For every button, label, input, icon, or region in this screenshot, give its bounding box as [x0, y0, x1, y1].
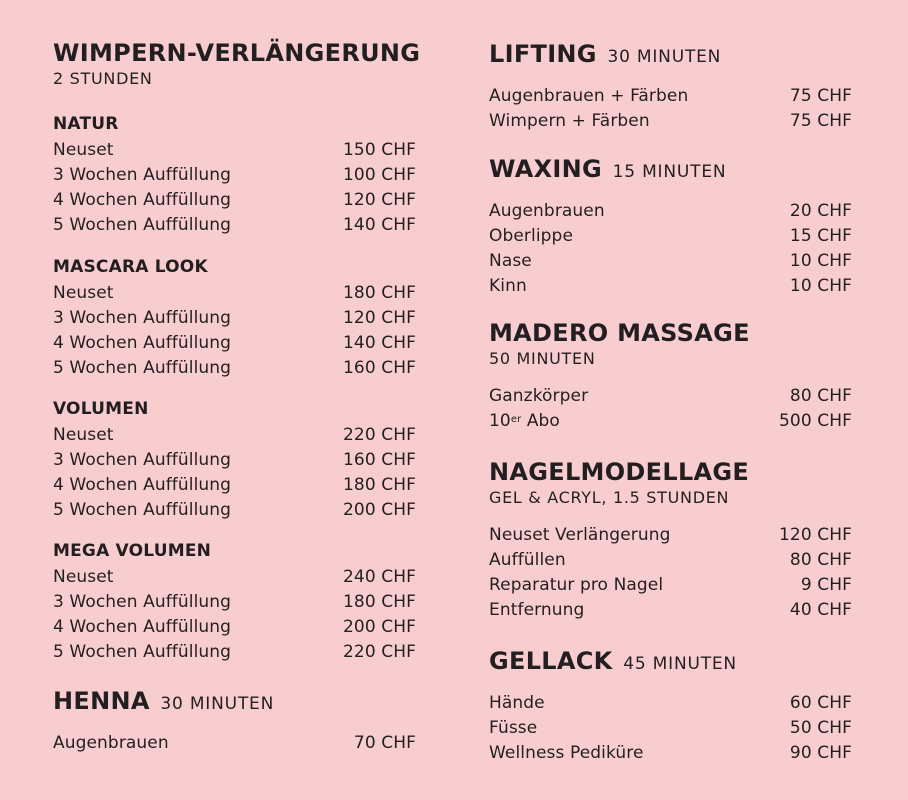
- section-title: [489, 154, 852, 187]
- item-list: [489, 691, 852, 766]
- item-price: 200 CHF: [343, 617, 416, 637]
- price-row: [53, 356, 416, 381]
- item-name: 3 Wochen Auffüllung: [53, 450, 232, 470]
- item-price: 75 CHF: [789, 86, 852, 106]
- price-row: [53, 213, 416, 238]
- price-row: [489, 548, 852, 573]
- item-name: Augenbrauen: [489, 201, 605, 221]
- item-price: 9 CHF: [800, 575, 852, 595]
- section-title: [489, 646, 852, 679]
- item-price: 10 CHF: [789, 251, 852, 271]
- item-name: 5 Wochen Auffüllung: [53, 358, 232, 378]
- item-price: 120 CHF: [343, 190, 416, 210]
- item-name: Oberlippe: [489, 226, 574, 246]
- section-title-text: WAXING: [489, 155, 602, 183]
- item-price: 10 CHF: [789, 276, 852, 296]
- item-price: 220 CHF: [343, 642, 416, 662]
- price-row: [489, 716, 852, 741]
- item-price: 240 CHF: [343, 567, 416, 587]
- item-price: 160 CHF: [343, 450, 416, 470]
- price-row: [489, 224, 852, 249]
- item-name: [489, 409, 560, 434]
- item-list: [489, 523, 852, 623]
- price-row: [489, 691, 852, 716]
- item-name: Ganzkörper: [489, 386, 589, 406]
- item-price: 200 CHF: [343, 500, 416, 520]
- price-row: [53, 423, 416, 448]
- item-list: [489, 84, 852, 134]
- item-name-number: 10: [489, 411, 511, 431]
- price-row: [53, 306, 416, 331]
- price-row: [53, 448, 416, 473]
- price-row: [53, 640, 416, 665]
- section-madero-massage: [489, 318, 852, 434]
- item-price: 15 CHF: [789, 226, 852, 246]
- section-title: MADERO MASSAGE: [489, 319, 750, 347]
- section-duration: 45 MINUTEN: [623, 654, 737, 674]
- item-name: Kinn: [489, 276, 527, 296]
- item-name-superscript: er: [510, 414, 522, 425]
- item-name: Neuset Verlängerung: [489, 525, 671, 545]
- section-title-text: GELLACK: [489, 647, 613, 675]
- section-gellack: [489, 646, 852, 766]
- item-price: 70 CHF: [353, 733, 416, 753]
- item-price: 180 CHF: [343, 592, 416, 612]
- item-price: 80 CHF: [789, 386, 852, 406]
- price-row: [489, 84, 852, 109]
- price-row: [53, 138, 416, 163]
- group-mega-volumen: [53, 540, 416, 665]
- section-henna: [53, 686, 416, 756]
- item-name: 5 Wochen Auffüllung: [53, 215, 232, 235]
- item-name: 4 Wochen Auffüllung: [53, 190, 232, 210]
- item-name: 4 Wochen Auffüllung: [53, 617, 232, 637]
- price-row: [489, 274, 852, 299]
- item-price: 120 CHF: [343, 308, 416, 328]
- item-name: Neuset: [53, 425, 114, 445]
- section-duration: 30 MINUTEN: [607, 47, 722, 67]
- item-name: 3 Wochen Auffüllung: [53, 308, 232, 328]
- item-name: 3 Wochen Auffüllung: [53, 592, 232, 612]
- item-name-rest: Abo: [521, 411, 560, 431]
- section-subtitle: 50 MINUTEN: [489, 349, 596, 368]
- section-title: WIMPERN-VERLÄNGERUNG: [53, 39, 421, 67]
- price-row: [53, 498, 416, 523]
- price-row: [53, 281, 416, 306]
- group-title: MASCARA LOOK: [53, 257, 208, 277]
- item-price: 150 CHF: [343, 140, 416, 160]
- price-row: [489, 109, 852, 134]
- item-name: Entfernung: [489, 600, 585, 620]
- item-price: 100 CHF: [343, 165, 416, 185]
- section-wimpern: [53, 38, 421, 90]
- price-row: [489, 384, 852, 409]
- item-price: 20 CHF: [789, 201, 852, 221]
- item-name: 4 Wochen Auffüllung: [53, 333, 232, 353]
- group-title: NATUR: [53, 114, 119, 134]
- item-name: Augenbrauen: [53, 733, 169, 753]
- item-price: 500 CHF: [779, 411, 852, 431]
- section-subtitle: GEL & ACRYL, 1.5 STUNDEN: [489, 488, 730, 507]
- section-title: NAGELMODELLAGE: [489, 458, 750, 486]
- item-name: Neuset: [53, 283, 114, 303]
- price-row: [53, 188, 416, 213]
- item-price: 80 CHF: [789, 550, 852, 570]
- item-name: Neuset: [53, 567, 114, 587]
- price-row: [53, 590, 416, 615]
- group-title: MEGA VOLUMEN: [53, 541, 212, 561]
- item-price: 60 CHF: [789, 693, 852, 713]
- item-name: Wellness Pediküre: [489, 743, 644, 763]
- price-row: [53, 565, 416, 590]
- item-price: 75 CHF: [789, 111, 852, 131]
- item-name: Hände: [489, 693, 545, 713]
- group-volumen: [53, 398, 416, 523]
- group-mascara-look: [53, 256, 416, 381]
- item-name: Auffüllen: [489, 550, 566, 570]
- group-natur: [53, 113, 416, 238]
- item-price: 50 CHF: [789, 718, 852, 738]
- item-price: 90 CHF: [789, 743, 852, 763]
- item-name: Neuset: [53, 140, 114, 160]
- item-list: [489, 384, 852, 434]
- item-name: 5 Wochen Auffüllung: [53, 500, 232, 520]
- item-name: Füsse: [489, 718, 538, 738]
- section-title-text: HENNA: [53, 687, 150, 715]
- price-row: [489, 523, 852, 548]
- item-name: Nase: [489, 251, 532, 271]
- section-waxing: [489, 154, 852, 299]
- item-price: 140 CHF: [343, 333, 416, 353]
- item-name: Reparatur pro Nagel: [489, 575, 664, 595]
- price-row: [489, 409, 852, 434]
- section-duration: 30 MINUTEN: [160, 694, 275, 714]
- item-price: 120 CHF: [779, 525, 852, 545]
- item-list: [489, 199, 852, 299]
- item-price: 220 CHF: [343, 425, 416, 445]
- group-title: VOLUMEN: [53, 399, 149, 419]
- price-row: [53, 163, 416, 188]
- section-title-text: LIFTING: [489, 40, 597, 68]
- item-name: 4 Wochen Auffüllung: [53, 475, 232, 495]
- item-name: 3 Wochen Auffüllung: [53, 165, 232, 185]
- price-row: [53, 615, 416, 640]
- price-row: [489, 249, 852, 274]
- price-row: [489, 199, 852, 224]
- item-price: 180 CHF: [343, 283, 416, 303]
- item-name: Augenbrauen + Färben: [489, 86, 689, 106]
- price-row: [489, 573, 852, 598]
- price-row: [489, 741, 852, 766]
- price-row: [53, 473, 416, 498]
- item-price: 40 CHF: [789, 600, 852, 620]
- price-row: [53, 731, 416, 756]
- section-subtitle: 2 STUNDEN: [53, 69, 153, 88]
- price-row: [53, 331, 416, 356]
- item-name: 5 Wochen Auffüllung: [53, 642, 232, 662]
- section-duration: 15 MINUTEN: [612, 162, 727, 182]
- section-lifting: [489, 39, 852, 134]
- item-name: Wimpern + Färben: [489, 111, 650, 131]
- section-title: [53, 686, 416, 719]
- price-row: [489, 598, 852, 623]
- section-title: [489, 39, 852, 72]
- item-price: 140 CHF: [343, 215, 416, 235]
- section-nagelmodellage: [489, 457, 852, 623]
- item-price: 180 CHF: [343, 475, 416, 495]
- item-price: 160 CHF: [343, 358, 416, 378]
